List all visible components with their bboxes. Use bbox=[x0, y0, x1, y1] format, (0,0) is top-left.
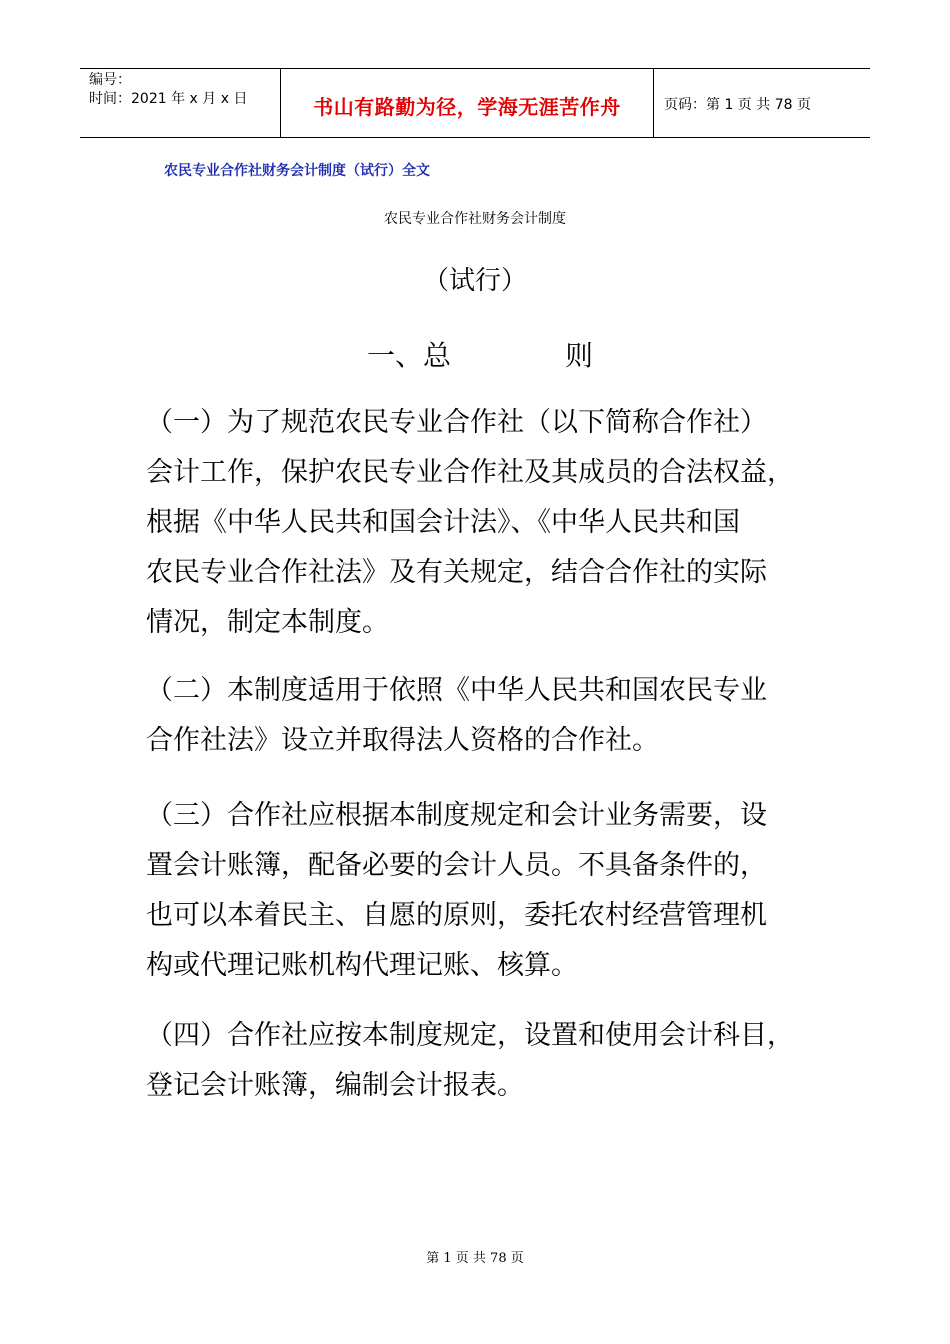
header-motto-cell bbox=[281, 69, 654, 137]
paragraph-line: （一）为了规范农民专业合作社（以下简称合作社） bbox=[146, 407, 767, 438]
document-title: 农民专业合作社财务会计制度 bbox=[384, 211, 566, 227]
header-page-info: 页码：第 1 页 共 78 页 bbox=[664, 97, 811, 113]
header-date: 时间：2021 年 x 月 x 日 bbox=[89, 91, 248, 107]
paragraph-line: 置会计账簿，配备必要的会计人员。不具备条件的， bbox=[146, 850, 767, 881]
paragraph-line: 情况，制定本制度。 bbox=[146, 607, 389, 638]
paragraph-4 bbox=[146, 1011, 846, 1111]
paragraph-3 bbox=[146, 791, 846, 991]
document-label: 农民专业合作社财务会计制度（试行）全文 bbox=[164, 163, 430, 179]
paragraph-line: 合作社法》设立并取得法人资格的合作社。 bbox=[146, 725, 659, 756]
paragraph-line: 也可以本着民主、自愿的原则，委托农村经营管理机 bbox=[146, 900, 767, 931]
paragraph-2 bbox=[146, 666, 846, 766]
section-heading-left: 一、总 bbox=[367, 339, 452, 372]
paragraph-line: 会计工作，保护农民专业合作社及其成员的合法权益， bbox=[146, 457, 794, 488]
paragraph-line: 登记会计账簿，编制会计报表。 bbox=[146, 1070, 524, 1101]
header-meta bbox=[80, 69, 281, 137]
paragraph-line: （三）合作社应根据本制度规定和会计业务需要，设 bbox=[146, 800, 767, 831]
section-heading-right: 则 bbox=[565, 339, 594, 372]
header-motto: 书山有路勤为径，学海无涯苦作舟 bbox=[313, 94, 621, 119]
paragraph-line: 构或代理记账机构代理记账、核算。 bbox=[146, 950, 578, 981]
document-header bbox=[80, 68, 870, 138]
header-number: 编号： bbox=[89, 72, 131, 88]
section-heading bbox=[367, 334, 594, 374]
page-footer: 第 1 页 共 78 页 bbox=[426, 1251, 524, 1266]
paragraph-line: （四）合作社应按本制度规定，设置和使用会计科目， bbox=[146, 1020, 794, 1051]
document-subtitle: （试行） bbox=[422, 266, 527, 296]
header-page-cell bbox=[654, 69, 870, 137]
paragraph-line: （二）本制度适用于依照《中华人民共和国农民专业 bbox=[146, 675, 767, 706]
paragraph-line: 农民专业合作社法》及有关规定，结合合作社的实际 bbox=[146, 557, 767, 588]
paragraph-1 bbox=[146, 398, 846, 648]
paragraph-line: 根据《中华人民共和国会计法》、《中华人民共和国 bbox=[146, 507, 740, 538]
